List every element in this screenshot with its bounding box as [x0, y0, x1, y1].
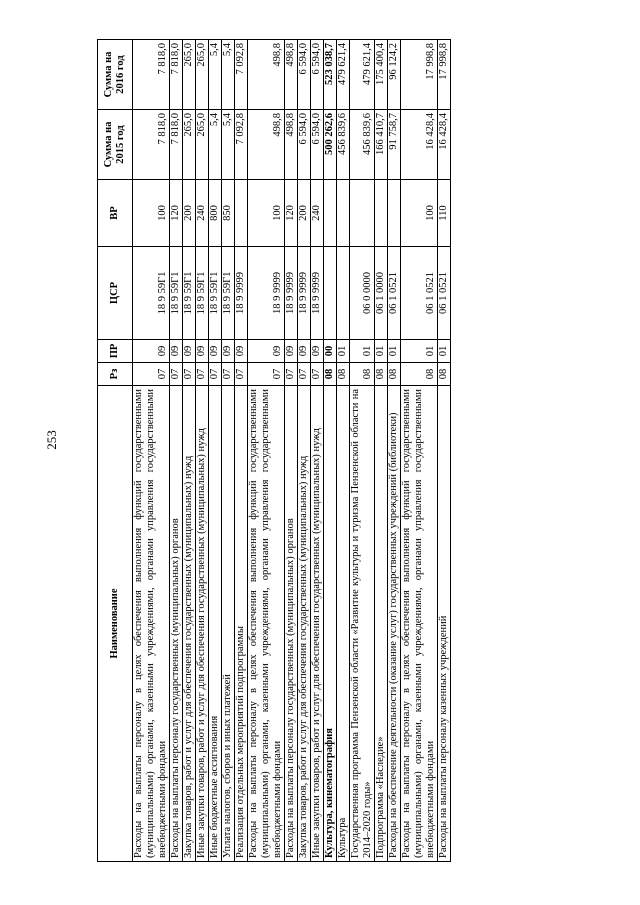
table-row [248, 40, 285, 862]
table-row [196, 40, 209, 862]
row-pr: 09 [170, 340, 183, 363]
row-sum-2016: 7 818,0 [170, 40, 183, 110]
row-csr: 18 9 59Г1 [133, 247, 170, 340]
row-rz: 07 [196, 363, 209, 386]
col-header-name: Наименование [98, 386, 133, 862]
col-header-rz: Рз [98, 363, 133, 386]
row-sum-2016: 96 124,2 [388, 40, 401, 110]
rotated-page [97, 40, 586, 862]
row-pr: 09 [209, 340, 222, 363]
row-vr: 800 [209, 180, 222, 247]
row-rz: 08 [375, 363, 388, 386]
row-rz: 08 [337, 363, 350, 386]
budget-table [97, 39, 451, 862]
table-row [350, 40, 375, 862]
col-header-sum-2015: Сумма на 2015 год [98, 110, 133, 180]
table-row [311, 40, 324, 862]
row-sum-2015: 6 594,0 [298, 110, 311, 180]
table-row [337, 40, 350, 862]
row-csr: 18 9 9999 [235, 247, 248, 340]
row-name: Иные закупки товаров, работ и услуг для обеспечения государственных (муниципальных) нужд [196, 386, 209, 862]
table-row [222, 40, 235, 862]
row-vr [350, 180, 375, 247]
row-vr [375, 180, 388, 247]
table-row [438, 40, 451, 862]
row-sum-2016: 7 818,0 [133, 40, 170, 110]
row-csr: 18 9 9999 [311, 247, 324, 340]
row-csr: 18 9 59Г1 [170, 247, 183, 340]
row-vr: 240 [311, 180, 324, 247]
row-vr [324, 180, 337, 247]
row-pr: 09 [248, 340, 285, 363]
row-sum-2015: 265,0 [183, 110, 196, 180]
row-name: Закупка товаров, работ и услуг для обеспечения государственных (муниципальных) нужд [183, 386, 196, 862]
row-csr: 06 1 0521 [401, 247, 438, 340]
row-pr: 09 [311, 340, 324, 363]
row-rz: 08 [350, 363, 375, 386]
row-csr: 06 1 0521 [438, 247, 451, 340]
row-sum-2016: 479 621,4 [337, 40, 350, 110]
row-csr: 18 9 9999 [285, 247, 298, 340]
row-sum-2015: 498,8 [248, 110, 285, 180]
row-name: Иные бюджетные ассигнования [209, 386, 222, 862]
row-vr: 100 [248, 180, 285, 247]
row-pr: 09 [196, 340, 209, 363]
row-name: Расходы на выплаты персоналу в целях обеспечения выполнения функций государственными (муниципальными) органами, казенными учреждениями, органами управления государственными внебюджетными фондами [401, 386, 438, 862]
row-pr: 01 [401, 340, 438, 363]
row-name: Иные закупки товаров, работ и услуг для обеспечения государственных (муниципальных) нужд [311, 386, 324, 862]
row-sum-2016: 17 998,8 [438, 40, 451, 110]
row-pr: 09 [285, 340, 298, 363]
row-rz: 08 [388, 363, 401, 386]
row-sum-2015: 500 262,6 [324, 110, 337, 180]
row-vr [235, 180, 248, 247]
row-sum-2016: 175 400,4 [375, 40, 388, 110]
row-csr: 18 9 9999 [298, 247, 311, 340]
page-number: 253 [44, 430, 59, 450]
row-sum-2015: 456 839,6 [337, 110, 350, 180]
row-name: Расходы на выплаты персоналу государственных (муниципальных) органов [285, 386, 298, 862]
row-sum-2015: 5,4 [222, 110, 235, 180]
row-sum-2015: 265,0 [196, 110, 209, 180]
row-sum-2015: 16 428,4 [401, 110, 438, 180]
row-vr: 200 [183, 180, 196, 247]
row-sum-2016: 7 092,8 [235, 40, 248, 110]
row-name: Государственная программа Пензенской области «Развитие культуры и туризма Пензенской области на 2014–2020 годы» [350, 386, 375, 862]
row-name: Расходы на выплаты персоналу государственных (муниципальных) органов [170, 386, 183, 862]
row-name: Расходы на выплаты персоналу казенных учреждений [438, 386, 451, 862]
row-pr: 09 [133, 340, 170, 363]
row-vr: 850 [222, 180, 235, 247]
row-pr: 01 [350, 340, 375, 363]
row-vr [388, 180, 401, 247]
row-rz: 07 [235, 363, 248, 386]
row-vr: 200 [298, 180, 311, 247]
row-vr [337, 180, 350, 247]
table-body [133, 40, 451, 862]
row-csr [337, 247, 350, 340]
col-header-csr: ЦСР [98, 247, 133, 340]
row-pr: 01 [337, 340, 350, 363]
row-pr: 09 [298, 340, 311, 363]
row-name: Реализация отдельных мероприятий подпрограммы [235, 386, 248, 862]
row-sum-2016: 5,4 [222, 40, 235, 110]
row-name: Расходы на выплаты персоналу в целях обеспечения выполнения функций государственными (муниципальными) органами, казенными учреждениями, органами управления государственными внебюджетными фондами [133, 386, 170, 862]
row-name: Расходы на выплаты персоналу в целях обеспечения выполнения функций государственными (муниципальными) органами, казенными учреждениями, органами управления государственными внебюджетными фондами [248, 386, 285, 862]
table-container [97, 40, 586, 862]
row-rz: 08 [438, 363, 451, 386]
table-row [298, 40, 311, 862]
table-row [285, 40, 298, 862]
row-rz: 07 [133, 363, 170, 386]
row-rz: 08 [324, 363, 337, 386]
row-vr: 120 [170, 180, 183, 247]
table-row [324, 40, 337, 862]
row-csr: 18 9 59Г1 [222, 247, 235, 340]
row-rz: 07 [209, 363, 222, 386]
row-sum-2015: 5,4 [209, 110, 222, 180]
header-row [98, 40, 133, 862]
table-row [183, 40, 196, 862]
row-vr: 110 [438, 180, 451, 247]
row-sum-2016: 6 594,0 [298, 40, 311, 110]
row-rz: 07 [298, 363, 311, 386]
row-sum-2015: 91 758,7 [388, 110, 401, 180]
row-csr: 18 9 9999 [248, 247, 285, 340]
row-csr: 06 1 0000 [375, 247, 388, 340]
row-sum-2016: 265,0 [183, 40, 196, 110]
row-sum-2015: 6 594,0 [311, 110, 324, 180]
table-row [388, 40, 401, 862]
col-header-sum-2016: Сумма на 2016 год [98, 40, 133, 110]
row-sum-2016: 498,8 [248, 40, 285, 110]
row-csr: 18 9 59Г1 [209, 247, 222, 340]
row-vr: 100 [401, 180, 438, 247]
row-pr: 09 [183, 340, 196, 363]
table-row [375, 40, 388, 862]
row-sum-2016: 5,4 [209, 40, 222, 110]
row-pr: 01 [375, 340, 388, 363]
row-sum-2015: 456 839,6 [350, 110, 375, 180]
row-name: Расходы на обеспечение деятельности (оказание услуг) государственных учреждений (библиотеки) [388, 386, 401, 862]
row-sum-2016: 265,0 [196, 40, 209, 110]
row-sum-2015: 7 818,0 [133, 110, 170, 180]
table-row [170, 40, 183, 862]
row-name: Подпрограмма «Наследие» [375, 386, 388, 862]
row-csr: 06 0 0000 [350, 247, 375, 340]
row-pr: 09 [222, 340, 235, 363]
row-name: Культура [337, 386, 350, 862]
row-vr: 240 [196, 180, 209, 247]
row-sum-2015: 166 410,7 [375, 110, 388, 180]
table-row [235, 40, 248, 862]
row-sum-2015: 7 818,0 [170, 110, 183, 180]
table-row [133, 40, 170, 862]
row-rz: 07 [311, 363, 324, 386]
row-rz: 08 [401, 363, 438, 386]
row-rz: 07 [285, 363, 298, 386]
row-csr: 06 1 0521 [388, 247, 401, 340]
row-vr: 100 [133, 180, 170, 247]
row-csr: 18 9 59Г1 [183, 247, 196, 340]
row-name: Уплата налогов, сборов и иных платежей [222, 386, 235, 862]
row-sum-2015: 7 092,8 [235, 110, 248, 180]
row-sum-2016: 523 038,7 [324, 40, 337, 110]
row-sum-2016: 6 594,0 [311, 40, 324, 110]
col-header-pr: ПР [98, 340, 133, 363]
row-sum-2016: 17 998,8 [401, 40, 438, 110]
row-rz: 07 [170, 363, 183, 386]
table-row [209, 40, 222, 862]
row-name: Культура, кинематография [324, 386, 337, 862]
row-rz: 07 [248, 363, 285, 386]
row-csr: 18 9 59Г1 [196, 247, 209, 340]
table-row [401, 40, 438, 862]
row-vr: 120 [285, 180, 298, 247]
row-csr [324, 247, 337, 340]
row-pr: 01 [388, 340, 401, 363]
row-pr: 00 [324, 340, 337, 363]
row-pr: 01 [438, 340, 451, 363]
row-sum-2015: 16 428,4 [438, 110, 451, 180]
col-header-vr: ВР [98, 180, 133, 247]
row-name: Закупка товаров, работ и услуг для обеспечения государственных (муниципальных) нужд [298, 386, 311, 862]
row-rz: 07 [222, 363, 235, 386]
row-sum-2016: 479 621,4 [350, 40, 375, 110]
row-sum-2016: 498,8 [285, 40, 298, 110]
row-rz: 07 [183, 363, 196, 386]
row-sum-2015: 498,8 [285, 110, 298, 180]
row-pr: 09 [235, 340, 248, 363]
